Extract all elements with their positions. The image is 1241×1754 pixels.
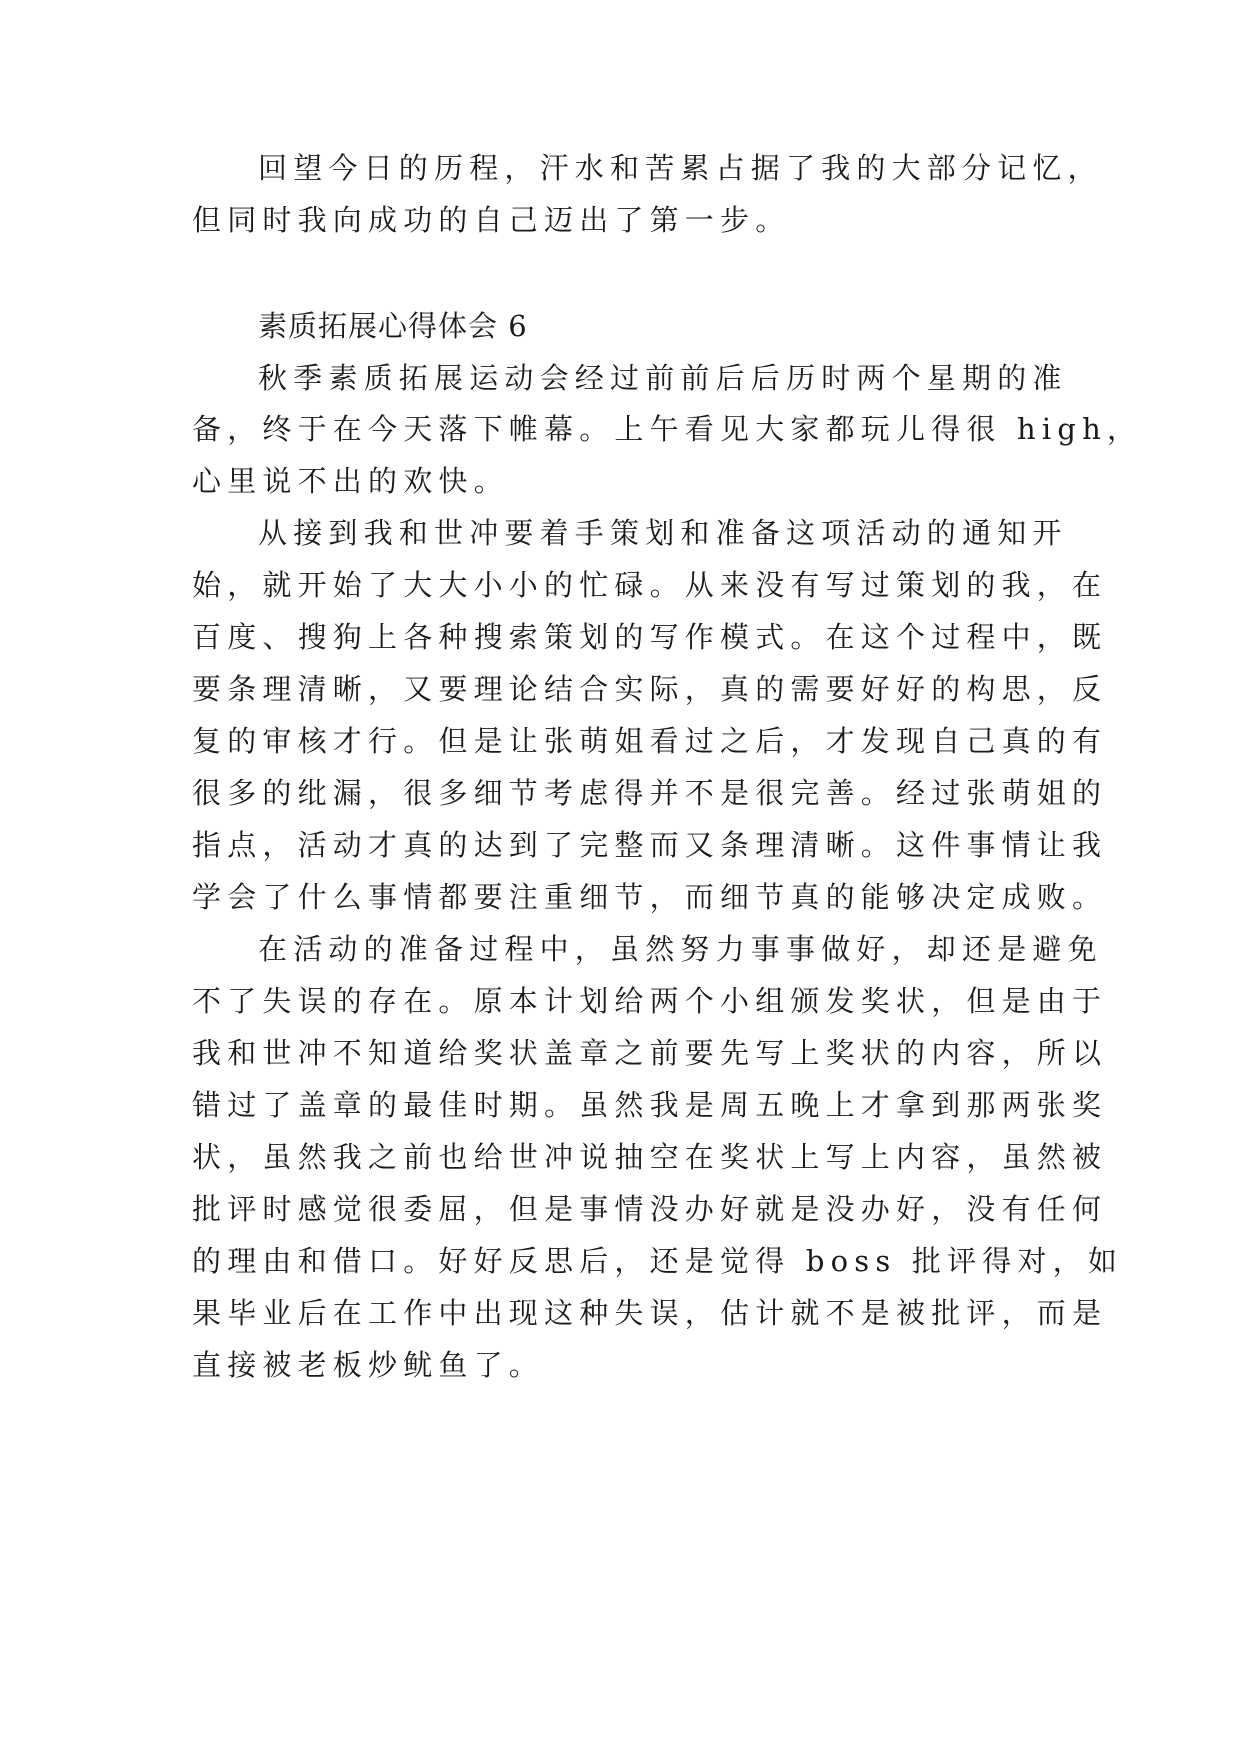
paragraph-3-line-7: 指点，活动才真的达到了完整而又条理清晰。这件事情让我 [192,828,1108,862]
section-heading: 素质拓展心得体会 6 [258,309,528,343]
paragraph-3-line-3: 百度、搜狗上各种搜索策划的写作模式。在这个过程中，既 [192,620,1108,654]
paragraph-3-line-5: 复的审核才行。但是让张萌姐看过之后，才发现自己真的有 [192,724,1108,758]
paragraph-3-line-6: 很多的纰漏，很多细节考虑得并不是很完善。经过张萌姐的 [192,776,1108,810]
paragraph-2-line-3: 心里说不出的欢快。 [192,464,509,498]
paragraph-3-line-8: 学会了什么事情都要注重细节，而细节真的能够决定成败。 [192,880,1108,914]
paragraph-3-line-4: 要条理清晰，又要理论结合实际，真的需要好好的构思，反 [192,672,1108,706]
paragraph-4-line-3: 我和世冲不知道给奖状盖章之前要先写上奖状的内容，所以 [192,1036,1108,1070]
paragraph-1-line-1: 回望今日的历程，汗水和苦累占据了我的大部分记忆， [258,151,1103,185]
paragraph-3-line-1: 从接到我和世冲要着手策划和准备这项活动的通知开 [258,516,1068,550]
paragraph-2-line-2: 备，终于在今天落下帷幕。上午看见大家都玩儿得很 high， [192,412,1143,446]
paragraph-1-line-2: 但同时我向成功的自己迈出了第一步。 [192,203,791,237]
paragraph-4-line-6: 批评时感觉很委屈，但是事情没办好就是没办好，没有任何 [192,1192,1108,1226]
paragraph-4-line-9: 直接被老板炒鱿鱼了。 [192,1348,545,1382]
paragraph-3-line-2: 始，就开始了大大小小的忙碌。从来没有写过策划的我，在 [192,568,1108,602]
paragraph-4-line-7: 的理由和借口。好好反思后，还是觉得 boss 批评得对，如 [192,1244,1124,1278]
paragraph-4-line-2: 不了失误的存在。原本计划给两个小组颁发奖状，但是由于 [192,984,1108,1018]
paragraph-4-line-5: 状，虽然我之前也给世冲说抽空在奖状上写上内容，虽然被 [192,1140,1108,1174]
paragraph-4-line-1: 在活动的准备过程中，虽然努力事事做好，却还是避免 [258,932,1103,966]
paragraph-4-line-8: 果毕业后在工作中出现这种失误，估计就不是被批评，而是 [192,1296,1108,1330]
paragraph-2-line-1: 秋季素质拓展运动会经过前前后后历时两个星期的准 [258,361,1068,395]
paragraph-4-line-4: 错过了盖章的最佳时期。虽然我是周五晚上才拿到那两张奖 [192,1088,1108,1122]
